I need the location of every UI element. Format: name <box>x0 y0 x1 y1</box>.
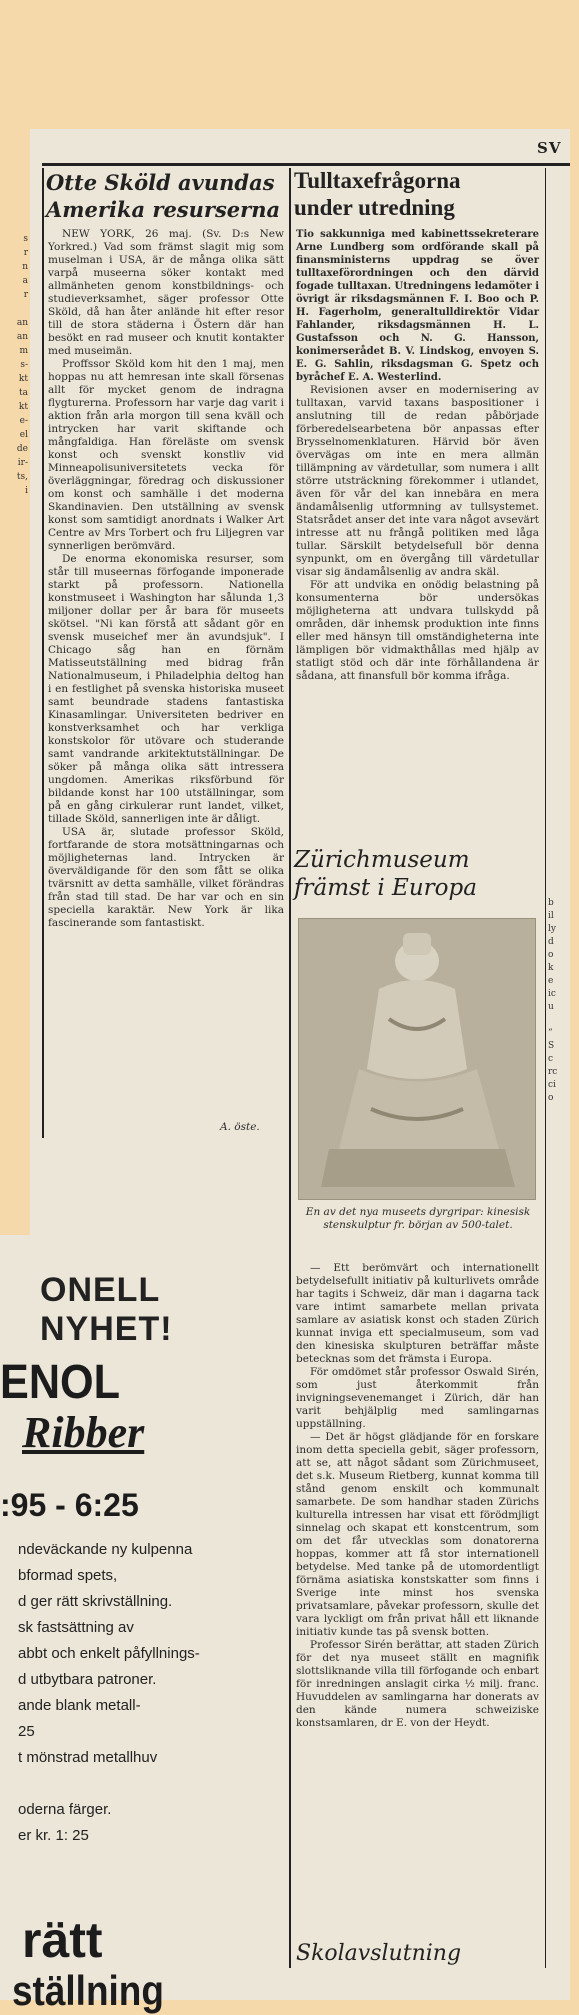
ad-feature-item: ande blank metall- <box>18 1697 141 1714</box>
article-paragraph: Professor Sirén berättar, att staden Zürich för det nya museet ställt en magnifik slottsliknande villa till förfogande och enbart för inredningen anslagit cirka ½ milj. franc. Huvuddelen av samlingarna har donerats av den kände numera schweiziske konstsamlaren, dr E. von der Heydt. <box>296 1639 539 1729</box>
ad-price: :95 - 6:25 <box>0 1487 139 1523</box>
right-column-fragment <box>548 897 570 1131</box>
ad-feature-item: oderna färger. <box>18 1801 112 1818</box>
ad-headline: ONELL NYHET! <box>40 1271 173 1348</box>
next-article-headline: Skolavslutning <box>296 1941 462 1966</box>
fragment-text: s <box>23 234 28 244</box>
column-rule <box>545 168 546 1968</box>
article-body <box>296 1262 539 1730</box>
fragment-text: ts, <box>16 472 28 482</box>
article-headline: främst i Europa <box>294 875 477 901</box>
article-paragraph: NEW YORK, 26 maj. (Sv. D:s New Yorkred.) Vad som främst slagit mig som muselman i USA, är de många olika sätt varpå museerna söker kontakt med allmänheten genom konstbildnings- och studieverksamhet, säger professor Otte Sköld, då han åter anlände hit efter resor till de stora städerna i Östern där han besökt en rad museer och knutit kontakter med museimän. <box>48 228 284 357</box>
article-headline: Zürichmuseum <box>294 847 470 873</box>
ad-feature-item: abbt och enkelt påfyllnings- <box>18 1645 200 1662</box>
fragment-text: s- <box>20 360 28 370</box>
ad-feature-item: bformad spets, <box>18 1567 118 1584</box>
fragment-text: u <box>548 1002 554 1012</box>
article-paragraph: — Ett berömvärt och internationellt betydelsefullt initiativ på kulturlivets område har tagits i Schweiz, där man i dagarna tack vare intimt samarbete mellan privata samlare av asiatisk konst och staden Zürich kunnat inviga ett specialmuseum, som vad den kinesiska skulpturen beträffar måste betecknas som det främsta i Europa. <box>296 1262 539 1365</box>
fragment-text: r <box>23 290 28 300</box>
fragment-text <box>548 1118 570 1131</box>
article-headline: Amerika resurserna <box>46 197 281 222</box>
article-body <box>48 228 284 930</box>
ad-feature-item: sk fastsättning av <box>18 1619 134 1636</box>
ad-brand-script: Ribber <box>22 1408 145 1457</box>
ad-feature-list <box>18 1537 278 1849</box>
fragment-text: b <box>548 898 554 908</box>
article-paragraph: För omdömet står professor Oswald Sirén, som just återkommit från invigningsevenemanget i Zürich, där han varit behjälplig med samlingarnas uppställning. <box>296 1366 539 1430</box>
fragment-text: o <box>548 950 554 960</box>
article-paragraph: Revisionen avser en modernisering av tulltaxan, varvid taxans baspositioner i anslutning till de redan påbörjade förberedelsearbetena bör anpassas efter Brysselnomenklaturen. Härvid bör även övervägas om inte en mera allmän tillämpning av värdetullar, som numera i allt större utsträckning förekommer i utlandet, även för vår del kan innebära en mera ändamålsenlig utformning av tullsystemet. Statsrådet anser det inte vara något avsevärt intresse att nu frångå politiken med låga tullar. Särskilt betydelsefull bör denna synpunkt, om en övergång till värdetullar visar sig ändamålsenlig av andra skäl. <box>296 384 539 578</box>
fragment-text <box>548 1105 570 1118</box>
fragment-text: r <box>23 248 28 258</box>
article-headline: under utredning <box>294 195 455 220</box>
fragment-text: ly <box>548 924 556 934</box>
sculpture-photo <box>298 918 536 1200</box>
fragment-text <box>548 1014 570 1027</box>
article-paragraph: — Det är högst glädjande för en forskare inom detta speciella gebit, säger professorn, att se, att något sådant som Zürichmuseet, det s.k. Museum Rietberg, kunnat komma till stånd genom enskilt och kommunalt samarbete. De som handhar staden Zürichs kulturella intressen har visat ett förödmjligt sinnelag och skapat ett konstcentrum, som om det får utvecklas som donatorerna hoppas, kommer att få stor internationell betydelse. Med tanke på de utomordentligt förnäma asiatiska konstskatter som finns i Sverige inte minst hos svenska privatsamlare, påvekar professorn, skulle det vara lyckligt om från privat håll ett liknande initiativ kunde tas på svensk botten. <box>296 1431 539 1638</box>
fragment-text: e- <box>19 416 28 426</box>
article-headline: Tulltaxefrågorna <box>294 168 461 193</box>
fragment-text: c <box>548 1054 554 1064</box>
fragment-text: k <box>548 963 554 973</box>
article-paragraph: De enorma ekonomiska resurser, som står till museernas förfogande imponerade starkt på professorn. Nationella konstmuseet i Washington har sålunda 1,3 miljoner dollar per år bara för museets skötsel. "Ni kan förstå att sådant gör en svensk museichef mer än avundsjuk". I Chicago såg han en förnäm Matisseutställning med bidrag från Nationalmuseum, i Philadelphia deltog han i en festlighet på svenska historiska museet samt beundrade stadens fantastiska Kinasamlingar. Universiteten bedriver en konstverksamhet och har verkliga konstskolor för utövare och studerande samt vandrande arkitektutställningar. De söker på många olika sätt intressera ungdomen. Amerikas riksförbund för bildande konst har 100 utställningar, som på en gång cirkulerar runt landet, vilket, tillade Sköld, sannerligen inte är dåligt. <box>48 553 284 825</box>
fragment-text <box>0 302 28 316</box>
ad-feature-item: d ger rätt skrivställning. <box>18 1593 173 1610</box>
ad-feature-item: 25 <box>18 1723 35 1740</box>
fragment-text: i <box>25 486 28 496</box>
ad-feature-item: t mönstrad metallhuv <box>18 1749 158 1766</box>
photo-caption: En av det nya museets dyrgripar: kinesisk stenskulptur fr. början av 500-talet. <box>305 1206 531 1231</box>
ad-brand: ENOL <box>0 1356 121 1409</box>
fragment-text: a <box>22 276 28 286</box>
fragment-text: S <box>548 1041 555 1051</box>
masthead-rule <box>42 163 570 166</box>
fragment-text: o <box>548 1093 554 1103</box>
fragment-text: ir- <box>17 458 28 468</box>
ad-feature-item: er kr. 1: 25 <box>18 1827 89 1844</box>
article-paragraph: För att undvika en onödig belastning på konsumenterna bör undersökas möjligheterna att undvara tullskydd på områden, där inhemsk produktion inte finns eller med hänsyn till omständigheterna inte lämpligen bör vidmakthållas med hjälp av statligt stöd och där inte förhållandena är sådana, att finansfull bör komma ifråga. <box>296 579 539 682</box>
fragment-text: kt <box>18 402 28 412</box>
fragment-text: rc <box>548 1067 558 1077</box>
ad-feature-item <box>18 1771 278 1797</box>
article-body <box>296 228 539 683</box>
advertisement <box>0 1235 282 2014</box>
fragment-text: an <box>16 318 28 328</box>
fragment-text: de <box>16 444 28 454</box>
fragment-text: ci <box>548 1080 556 1090</box>
sculpture-image <box>299 919 535 1199</box>
left-column-fragment <box>0 232 28 498</box>
fragment-text: “ <box>548 1028 553 1038</box>
fragment-text: ic <box>548 989 556 999</box>
ad-feature-item: d utbytbara patroner. <box>18 1671 157 1688</box>
fragment-text: d <box>548 937 554 947</box>
article-headline: Otte Sköld avundas <box>46 170 275 195</box>
ad-slogan: ställning <box>12 1967 164 2014</box>
article-signature: A. öste. <box>220 1121 260 1133</box>
fragment-text: an <box>16 332 28 342</box>
fragment-text: kt <box>18 374 28 384</box>
fragment-text: el <box>19 430 28 440</box>
article-paragraph: USA är, slutade professor Sköld, fortfarande de stora motsättningarnas och möjligheternas land. Intrycken är överväldigande för den som fått se olika tvärsnitt av detta samhälle, vilket förändras från stad till stad. De har var och en sin speciella karaktär. New York är lika fascinerande som fantastiskt. <box>48 826 284 929</box>
ad-slogan: rätt <box>22 1912 103 1968</box>
column-rule <box>42 168 44 1138</box>
fragment-text: e <box>548 976 554 986</box>
fragment-text: il <box>548 911 554 921</box>
article-paragraph: Proffssor Sköld kom hit den 1 maj, men hoppas nu att hemresan inte skall försenas allt för mycket genom de indragna flygturerna. Professorn har varje dag varit i aktion från arla morgon till sena kväll och intrycken har varit skiftande och mångfaldiga. Han föreläste om svensk konst och svenskt konstliv vid Minneapolisuniversitetets vecka för överläggningar, föredrag och diskussioner om konst och samhälle i det moderna Skandinavien. Den utställning av svensk konst som samtidigt anordnats i Walker Art Centre av Mrs Torbert och fru Liljegren var synnerligen berömvärd. <box>48 358 284 552</box>
article-lead: Tio sakkunniga med kabinettssekreterare Arne Lundberg som ordförande skall på finansministerns uppdrag se över tulltaxeförordningen och den därvid fogade tulltaxan. Utredningens ledamöter i övrigt är riksdagsmännen F. I. Boo och P. H. Fagerholm, generaltulldirektör Vidar Fahlander, riksdagsmännen H. L. Gustafsson och N. G. Hansson, konimerserådet B. V. Lindskog, envoyen S. E. G. Sahlin, riksdagsman G. Spetz och byråchef E. A. Westerlind. <box>296 229 539 383</box>
ad-feature-item: ndeväckande ny kulpenna <box>18 1541 193 1558</box>
fragment-text: m <box>19 346 28 356</box>
fragment-text: ta <box>19 388 28 398</box>
column-rule <box>289 168 291 1968</box>
masthead: SV <box>537 139 562 157</box>
fragment-text: n <box>22 262 28 272</box>
